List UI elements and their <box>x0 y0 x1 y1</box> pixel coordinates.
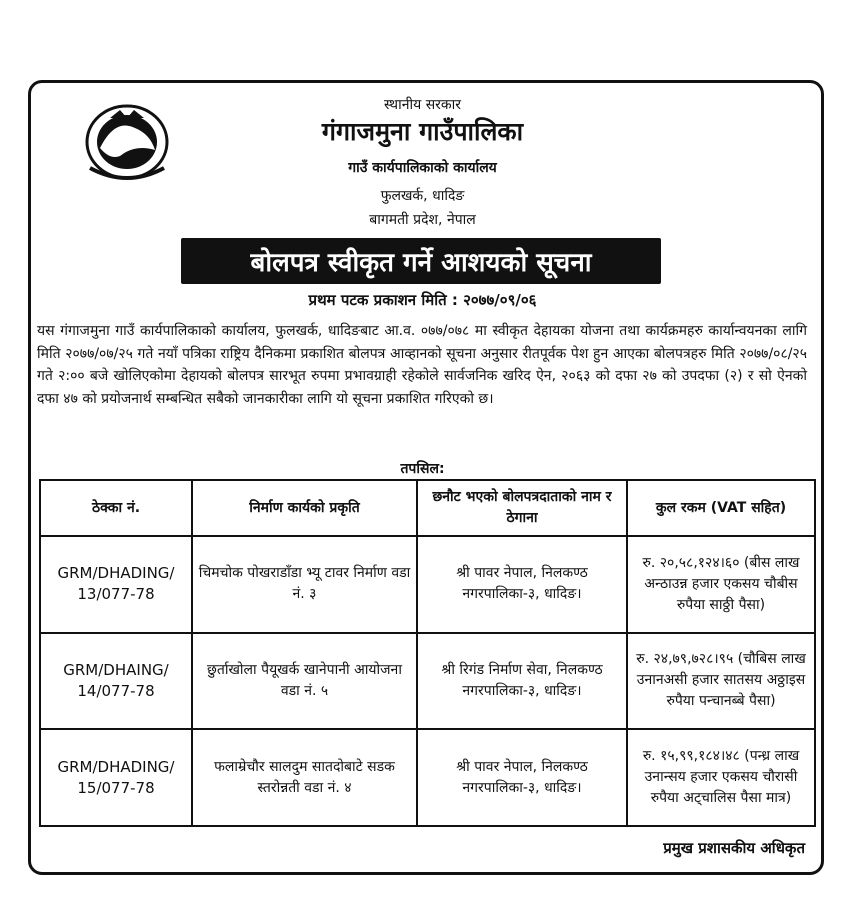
contract-number: GRM/DHADING/ 13/077-78 <box>40 536 192 633</box>
bidder-name: श्री पावर नेपाल, निलकण्ठ नगरपालिका-३, धादिङ। <box>417 536 627 633</box>
notice-title: बोलपत्र स्वीकृत गर्ने आशयको सूचना <box>181 238 661 284</box>
bid-table <box>39 479 816 827</box>
table-row <box>40 633 815 730</box>
bidder-name: श्री पावर नेपाल, निलकण्ठ नगरपालिका-३, धादिङ। <box>417 729 627 826</box>
address-line-2: बागमती प्रदेश, नेपाल <box>369 212 476 228</box>
table-row <box>40 729 815 826</box>
total-amount: रु. २०,५८,१२४।६० (बीस लाख अन्ठाउन्न हजार एकसय चौबीस रुपैया साठ्ठी पैसा) <box>627 536 815 633</box>
total-amount: रु. १५,९९,१८४।४८ (पन्ध्र लाख उनान्सय हजार एकसय चौरासी रुपैया अट्चालिस पैसा मात्र) <box>627 729 815 826</box>
column-header: छनौट भएको बोलपत्रदाताको नाम र ठेगाना <box>417 480 627 536</box>
tapasil-label: तपसिल: <box>400 461 445 477</box>
column-header: निर्माण कार्यको प्रकृति <box>192 480 417 536</box>
work-nature: फलाम्रेचौर सालदुम सातदोबाटे सडक स्तरोन्नती वडा नं. ४ <box>192 729 417 826</box>
column-header: कुल रकम (VAT सहित) <box>627 480 815 536</box>
table-row <box>40 536 815 633</box>
contract-number: GRM/DHADING/ 15/077-78 <box>40 729 192 826</box>
publish-date: प्रथम पटक प्रकाशन मिति : २०७७/०९/०६ <box>308 291 537 309</box>
work-nature: चिमचोक पोखराडाँडा भ्यू टावर निर्माण वडा नं. ३ <box>192 536 417 633</box>
table-header-row <box>40 480 815 536</box>
work-nature: छुर्ताखोला पैयूखर्क खानेपानी आयोजना वडा नं. ५ <box>192 633 417 730</box>
government-label: स्थानीय सरकार <box>384 97 461 113</box>
municipality-name: गंगाजमुना गाउँपालिका <box>321 117 524 146</box>
bidder-name: श्री रिगंड निर्माण सेवा, निलकण्ठ नगरपालिका-३, धादिङ। <box>417 633 627 730</box>
total-amount: रु. २४,७९,७२८।९५ (चौबिस लाख उनानअसी हजार सातसय अठ्ठाइस रुपैया पन्चानब्बे पैसा) <box>627 633 815 730</box>
contract-number: GRM/DHAING/ 14/077-78 <box>40 633 192 730</box>
address-line-1: फुलखर्क, धादिङ <box>380 188 465 204</box>
office-name: गाउँ कार्यपालिकाको कार्यालय <box>348 160 497 176</box>
column-header: ठेक्का नं. <box>40 480 192 536</box>
signatory-title: प्रमुख प्रशासकीय अधिकृत <box>663 839 805 857</box>
notice-body: यस गंगाजमुना गाउँ कार्यपालिकाको कार्यालय, फुलखर्क, धादिङबाट आ.व. ०७७/०७८ मा स्वीकृत देहायका योजना तथा कार्यक्रमहरु कार्यान्वयनका लागि मिति २०७७/०७/२५ गते नयाँ पत्रिका राष्ट्रिय दैनिकमा प्रकाशित बोलपत्र आव्हानको सूचना अनुसार रीतपूर्वक पेश हुन आएका बोलपत्रहरु मिति २०७७/०८/२५ गते २:०० बजे खोलिएकोमा देहायको बोलपत्र सारभूत रुपमा प्रभावग्राही रहेकोले सार्वजनिक खरिद ऐन, २०६३ को दफा २७ को उपदफा (२) र सो ऐनको दफा ४७ को प्रयोजनार्थ सम्बन्धित सबैको जानकारीका लागि यो सूचना प्रकाशित गरिएको छ। <box>37 323 807 407</box>
